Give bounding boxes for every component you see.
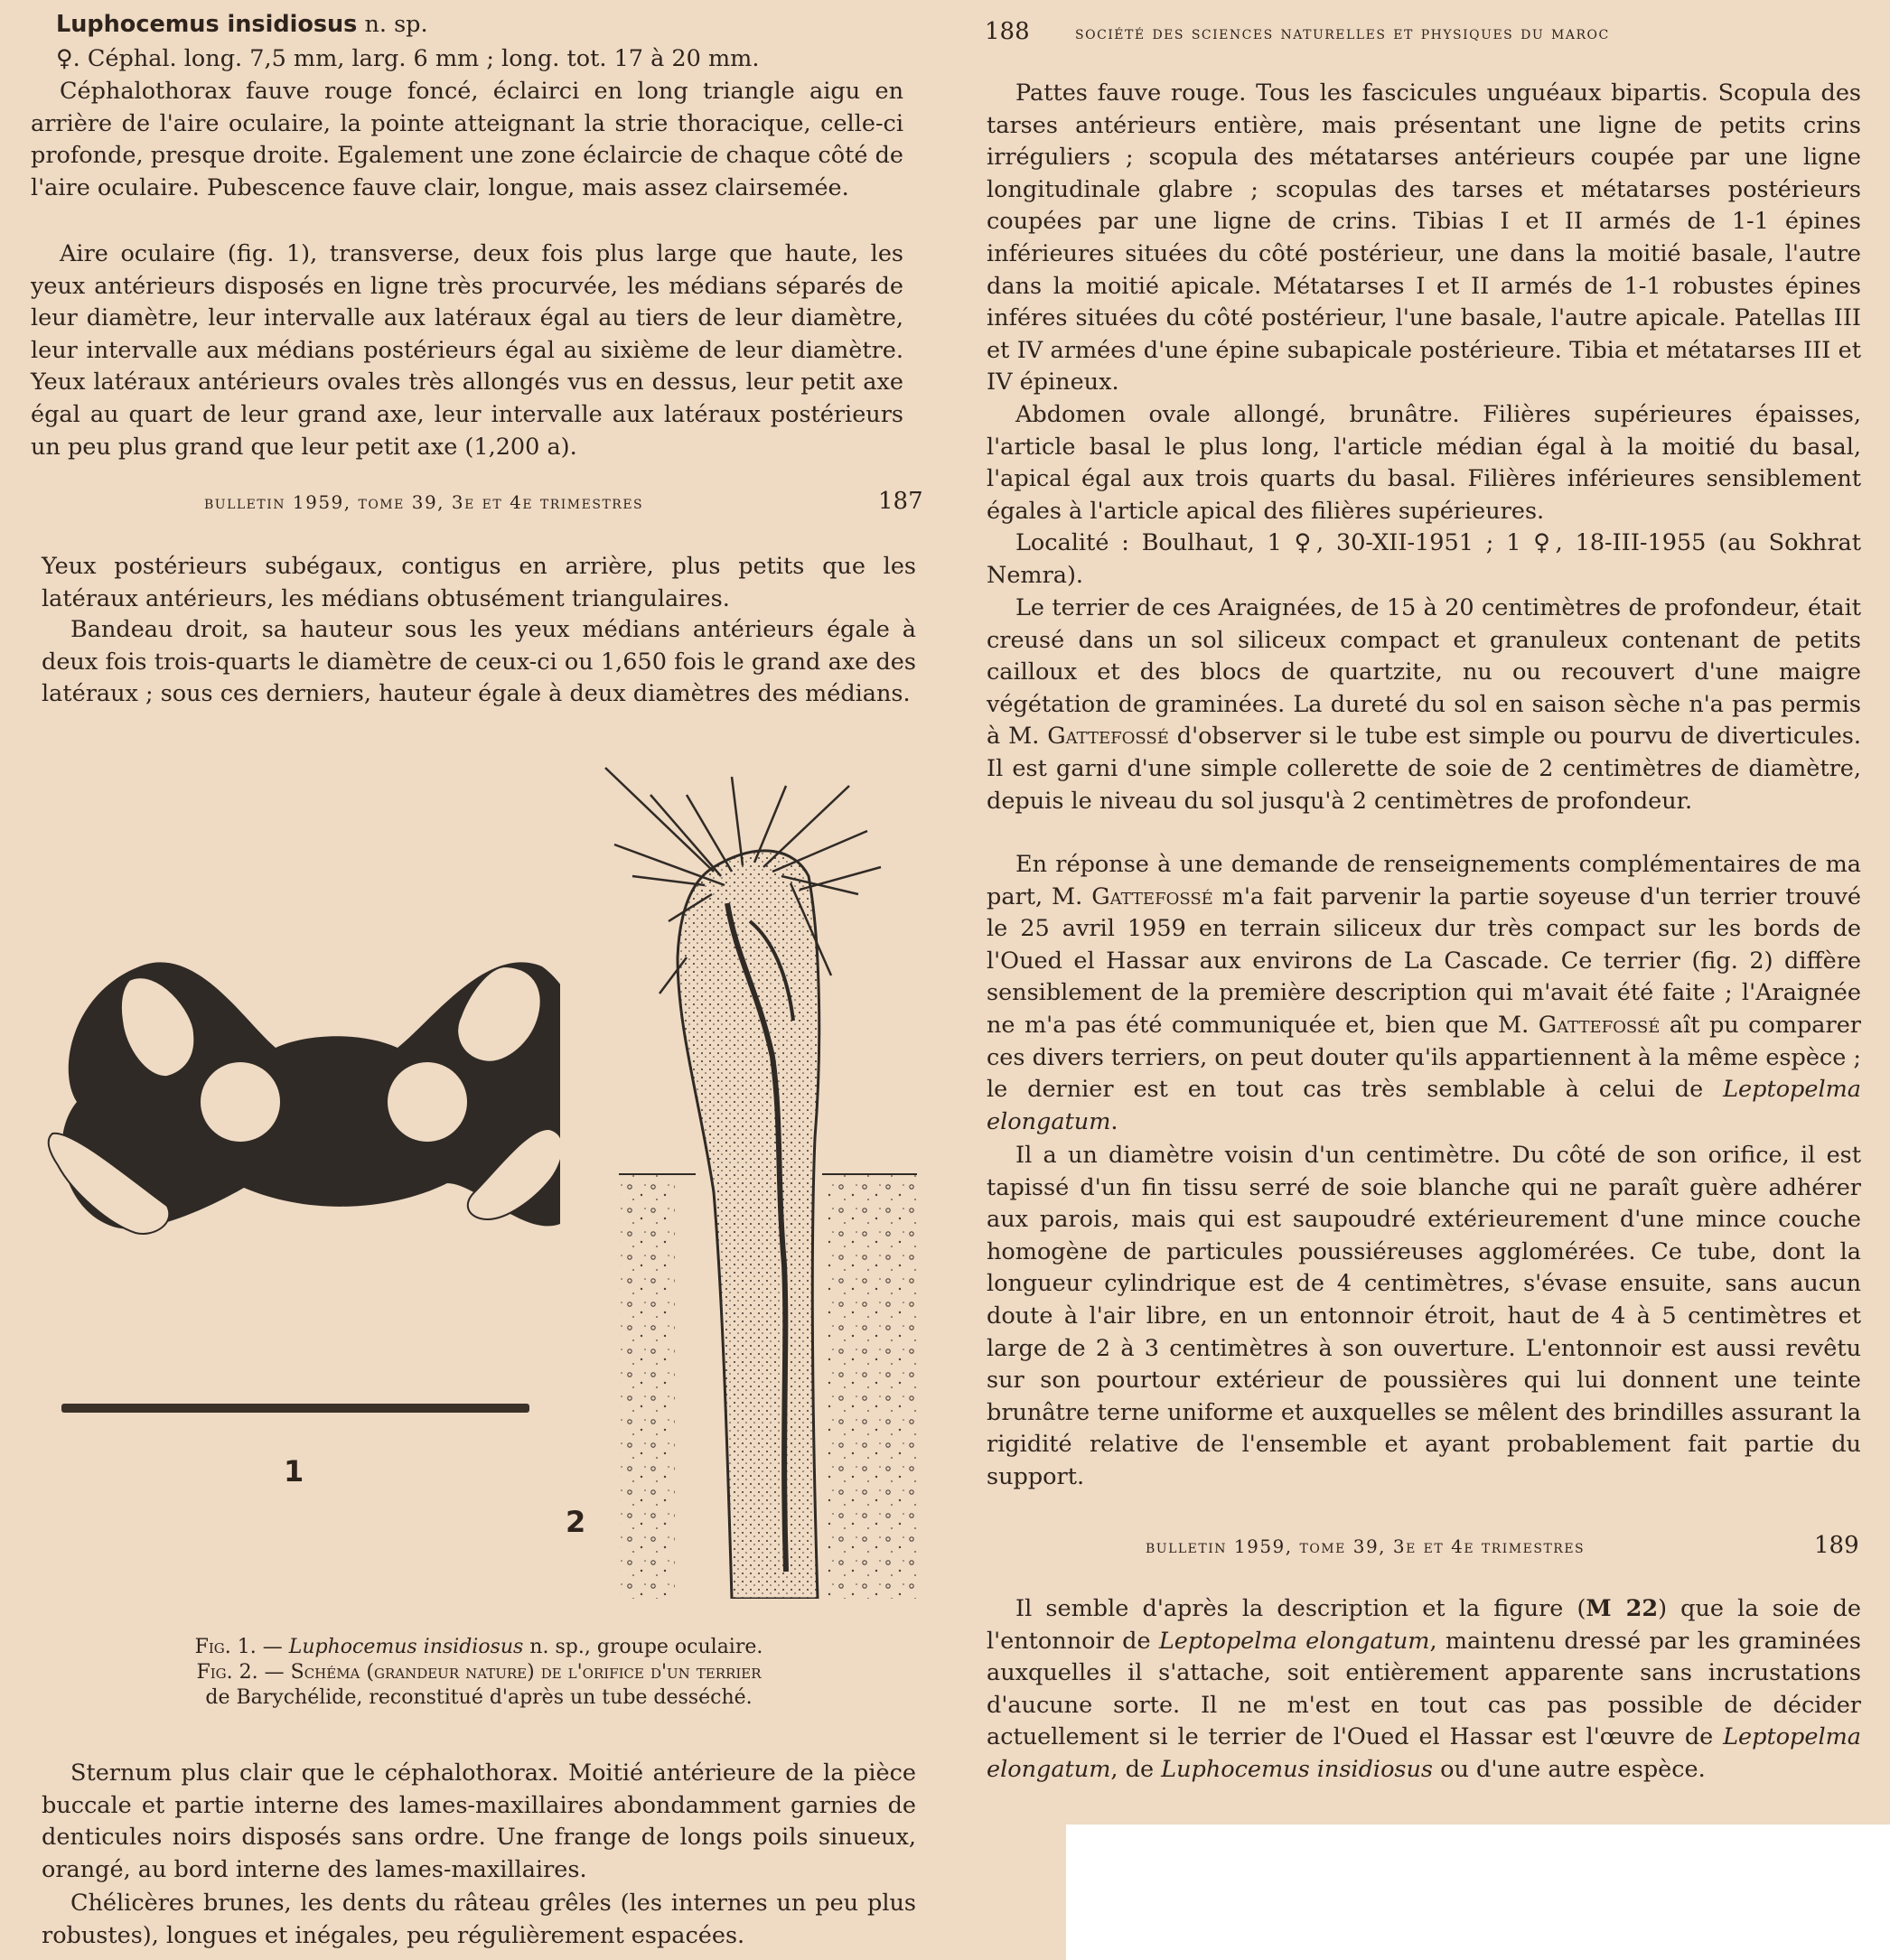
semble-text-c: , maintenu dressé par les graminées auxquelles il s'attache, soit entièrement apparente sans incrustations d'aucune sorte. Il ne m'est en tout cas pas possible de décider actuellement si le terrier de l'Oued el Hassar est l'œuvre de [987, 1627, 1861, 1751]
page-number-189: 189 [1814, 1532, 1859, 1559]
para-terrier [987, 593, 1861, 817]
figure-1-ocular-group [36, 912, 560, 1255]
author-gattefosse: Gattefossé [1091, 882, 1213, 910]
right-page [958, 0, 1890, 1960]
para-pattes: Pattes fauve rouge. Tous les fascicules unguéaux bipartis. Scopula des tarses antérieurs entière, mais présentant une ligne de petits crins irréguliers ; scopula des métatarses antérieurs coupée par une ligne longitudinale glabre ; scopulas des tarses et métatarses postérieurs coupées par une ligne de crins. Tibias I et II armés de 1-1 épines inférieures situées du côté postérieur, une dans la moitié basale, l'autre dans la moitié apicale. Métatarses I et II armés de 1-1 robustes épines inféres situées du côté postérieur, l'une basale, l'autre apicale. Patellas III et IV armées d'une épine subapicale postérieure. Tibia et métatarses III et IV épineux. [987, 79, 1861, 397]
figure-2-burrow [578, 759, 931, 1599]
figure-2-number: 2 [566, 1505, 586, 1539]
species-leptopelma: Leptopelma elongatum [987, 1076, 1861, 1135]
measure-line: ♀. Céphal. long. 7,5 mm, larg. 6 mm ; long. tot. 17 à 20 mm. [56, 45, 760, 72]
author-gattefosse: Gattefossé [1538, 1011, 1661, 1039]
eye-anterior-median-left [201, 1062, 280, 1142]
burrow-funnel [678, 851, 819, 1599]
caption-1-prefix: Fig. 1. — [194, 1636, 289, 1658]
para-yeux-posterieurs: Yeux postérieurs subégaux, contigus en arrière, plus petits que les latéraux antérieurs, les médians obtusément triangulaires. [42, 553, 916, 612]
species-luphocemus: Luphocemus insidiosus [1161, 1755, 1434, 1783]
reponse-text-a: En réponse à une demande de renseignements complémentaires de ma part, M. [987, 851, 1861, 910]
terrier-text-a: Le terrier de ces Araignées, de 15 à 20 centimètres de profondeur, était creusé dans un sol siliceux compact et granuleux contenant de petits cailloux et des blocs de quartzite, nu ou recouvert d'une maigre végétation de graminées. La dureté du sol en saison sèche n'a pas permis à M. [987, 594, 1861, 751]
species-title: Luphocemus insidiosus [56, 11, 358, 38]
para-cheliceres: Chélicères brunes, les dents du râteau grêles (les internes un peu plus robustes), longues et inégales, peu régulièrement espacées. [42, 1890, 916, 1949]
caption-1-species: Luphocemus insidiosus [288, 1636, 524, 1658]
para-localite: Localité : Boulhaut, 1 ♀, 30-XII-1951 ; 1 ♀, 18-III-1955 (au Sokhrat Nemra). [987, 529, 1861, 589]
page-number-187: 187 [878, 488, 923, 515]
soil-right [827, 1174, 917, 1599]
eye-anterior-median-right [388, 1062, 467, 1142]
bulletin-header-right: bulletin 1959, tome 39, 3e et 4e trimestres [1146, 1535, 1586, 1557]
caption-fig-2-line-2: de Barychélide, reconstitué d'après un tube desséché. [205, 1686, 753, 1709]
species-leptopelma: Leptopelma elongatum [1158, 1627, 1430, 1655]
page-number-188: 188 [985, 18, 1030, 45]
scale-bar [61, 1404, 529, 1413]
semble-text-a: Il semble d'après la description et la figure ( [1015, 1595, 1586, 1622]
semble-text-e: ou d'une autre espèce. [1433, 1755, 1706, 1783]
species-leptopelma: Leptopelma elongatum [987, 1723, 1861, 1783]
para-diametre: Il a un diamètre voisin d'un centimètre. Du côté de son orifice, il est tapissé d'un fin tissu serré de soie blanche qui ne paraît guère adhérer aux parois, mais qui est saupoudré extérieurement d'une mince couche homogène de particules poussiéreuses agglomérées. Ce tube, dont la longueur cylindrique est de 4 centimètres, s'évase ensuite, sans aucun doute à l'air libre, en un entonnoir étroit, haut de 4 à 5 centimètres et large de 2 à 3 centimètres à son ouverture. L'entonnoir est aussi revêtu sur son pourtour extérieur de poussières qui lui donnent une teinte brunâtre terne uniforme et auxquelles se mêlent des brindilles assurant la rigidité relative de l'ensemble et ayant probablement fait partie du support. [987, 1142, 1861, 1490]
para-reponse: En réponse à une demande de renseignements complémentaires de ma part, M. Gattefossé m'a fait parvenir la partie soyeuse d'un terrier trouvé le 25 avril 1959 en terrain siliceux dur très compact sur les bords de l'Oued el Hassar aux environs de La Cascade. Ce terrier (fig. 2) diffère sensiblement de la première description qui m'avait été faite ; l'Araignée ne m'a pas été communiquée et, bien que M. Gattefossé aît pu comparer ces divers terriers, on peut douter qu'ils appartiennent à la même espèce ; le dernier est en tout cas très semblable à celui de Leptopelma elongatum. [987, 851, 1861, 1135]
para-bandeau: Bandeau droit, sa hauteur sous les yeux médians antérieurs égale à deux fois trois-quarts le diamètre de ceux-ci ou 1,650 fois le grand axe des latéraux ; sous ces derniers, hauteur égale à deux diamètres des médians. [42, 616, 916, 708]
para-abdomen: Abdomen ovale allongé, brunâtre. Filières supérieures épaisses, l'article basal le plus long, l'article médian égal à la moitié du basal, l'apical égal aux trois quarts du basal. Filières inférieures sensiblement égales à l'article apical des filières supérieures. [987, 401, 1861, 525]
para-aire-oculaire: Aire oculaire (fig. 1), transverse, deux fois plus large que haute, les yeux antérieurs disposés en ligne très procurvée, les médians séparés de leur diamètre, leur intervalle aux latéraux égal au tiers de leur diamètre, leur intervalle aux médians postérieurs égal au sixième de leur diamètre. Yeux latéraux antérieurs ovales très allongés vus en dessus, leur petit axe égal au quart de leur grand axe, leur intervalle aux latéraux postérieurs un peu plus grand que leur petit axe (1,200 a). [31, 240, 903, 461]
terrier-text-b: d'observer si le tube est simple ou pourvu de diverticules. Il est garni d'une simple collerette de soie de 2 centimètres de diamètre, depuis le niveau du sol jusqu'à 2 centimètres de profondeur. [987, 723, 1861, 815]
reponse-text-c: aît pu comparer ces divers terriers, on peut douter qu'ils appartiennent à la même espèce ; le dernier est en tout cas très semblable à celui de [987, 1011, 1861, 1104]
para-semble [987, 1593, 1861, 1787]
species-suffix: n. sp. [357, 11, 428, 38]
caption-1-rest: n. sp., groupe oculaire. [523, 1636, 763, 1658]
bulletin-header-left: bulletin 1959, tome 39, 3e et 4e trimestres [204, 491, 644, 513]
soil-left [619, 1174, 675, 1599]
caption-fig-1 [90, 1635, 867, 1660]
semble-text-d: , de [1110, 1755, 1162, 1783]
author-gattefosse: Gattefossé [1047, 723, 1169, 751]
species-heading [56, 9, 923, 42]
figure-1-number: 1 [284, 1454, 304, 1489]
reponse-text-b: m'a fait parvenir la partie soyeuse d'un terrier trouvé le 25 avril 1959 en terrain siliceux dur très compact sur les bords de l'Oued el Hassar aux environs de La Cascade. Ce terrier (fig. 2) diffère sensiblement de la première description qui m'avait été faite ; l'Araignée ne m'a pas été communiquée et, bien que M. [987, 882, 1861, 1039]
reference-m22: M 22 [1586, 1595, 1659, 1622]
para-cephalothorax: Céphalothorax fauve rouge foncé, éclairci en long triangle aigu en arrière de l'aire oculaire, la pointe atteignant la strie thoracique, celle-ci profonde, presque droite. Egalement une zone éclaircie de chaque côté de l'aire oculaire. Pubescence fauve clair, longue, mais assez clairsemée. [31, 78, 903, 201]
society-header: société des sciences naturelles et physiques du maroc [1075, 22, 1610, 43]
blank-corner [1066, 1825, 1890, 1960]
semble-text-b: ) que la soie de l'entonnoir de [987, 1595, 1861, 1655]
caption-fig-2-line-1: Fig. 2. — Schéma (grandeur nature) de l'orifice d'un terrier [196, 1661, 762, 1684]
para-sternum: Sternum plus clair que le céphalothorax. Moitié antérieure de la pièce buccale et partie interne des lames-maxillaires abondamment garnies de denticules noirs disposés sans ordre. Une frange de longs poils sinueux, orangé, au bord interne des lames-maxillaires. [42, 1759, 916, 1883]
